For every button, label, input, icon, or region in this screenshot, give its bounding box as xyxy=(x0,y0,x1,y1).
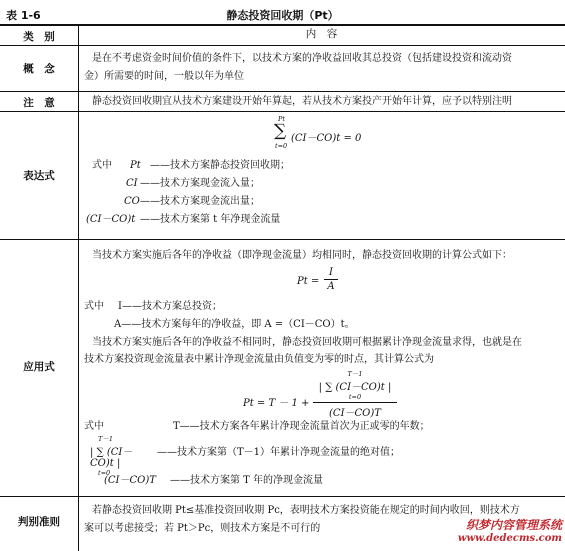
app-def-t: T——技术方案各年累计净现金流量首次为正或零的年数； xyxy=(173,421,430,432)
app-f1-fraction xyxy=(324,267,338,292)
app-f2-num-bottom: t=0 xyxy=(348,393,362,401)
app-f2-num-top: T－1 xyxy=(347,370,363,378)
application-label: 应用式 xyxy=(23,361,55,373)
expression-label: 表达式 xyxy=(23,170,55,182)
app-para2-line2: 技术方案投资现金流量表中累计净现金流量由负值变为零的时点，其计算公式为 xyxy=(84,354,434,365)
app-def-a: A——技术方案每年的净收益，即 A =（CI－CO）t。 xyxy=(114,319,355,330)
expr-def1-sym: Pt xyxy=(130,160,141,171)
expr-formula: (CI－CO)t = 0 xyxy=(291,133,362,144)
criteria-line1: 若静态投资回收期 Pt≤基准投资回收期 Pc，表明技术方案投资能在规定的时间内收回，则技术方 xyxy=(92,505,520,516)
app-f1-den: A xyxy=(327,281,335,292)
expr-def2: ——技术方案现金流入量； xyxy=(140,178,260,189)
expr-def2-sym: CI xyxy=(126,178,138,189)
watermark-line2: www.dedecms.com xyxy=(457,533,562,544)
app-f2-left: Pt = T － 1 + xyxy=(243,398,310,409)
app-f2-num-body: | ∑ (CI－CO)t | xyxy=(318,382,392,393)
app-def-sum-top: T－1 xyxy=(98,435,113,443)
expr-def1: ——技术方案静态投资回收期； xyxy=(150,160,290,171)
expr-def3-sym: CO xyxy=(124,196,140,207)
application-rule xyxy=(0,496,565,497)
app-para1: 当技术方案实施后各年的净收益（即净现金流量）均相同时，静态投资回收期的计算公式如下： xyxy=(92,250,512,261)
app-def-sum-bottom: t=0 xyxy=(98,469,111,477)
app-def-sum-text: ——技术方案第（T－1）年累计净现金流量的绝对值； xyxy=(157,447,401,458)
expr-sigma: ∑ xyxy=(274,121,287,141)
header-category: 类 别 xyxy=(23,31,55,43)
app-para2-line1: 当技术方案实施后各年的净收益不相同时，静态投资回收期可根据累计净现金流量求得，也就是在 xyxy=(92,337,522,348)
concept-line1: 是在不考虑资金时间价值的条件下，以技术方案的净收益回收其总投资（包括建设投资和流动资 xyxy=(92,53,512,64)
app-f1-num: I xyxy=(329,267,333,278)
table-title: 静态投资回收期（Pt） xyxy=(226,9,339,22)
app-f1-left: Pt = xyxy=(297,276,320,287)
app-where2: 式中 xyxy=(84,421,104,432)
app-def-sum-body: | ∑ (CI－CO)t | xyxy=(90,447,133,469)
app-def-i: I——技术方案总投资； xyxy=(118,301,222,312)
app-def-cit-sym: (CI－CO)T xyxy=(104,475,156,486)
note-rule xyxy=(0,111,565,112)
criteria-label: 判别准则 xyxy=(18,516,60,528)
note-text: 静态投资回收期宜从技术方案建设开始年算起，若从技术方案投产开始年计算，应予以特别注明 xyxy=(92,96,512,107)
note-label: 注 意 xyxy=(23,97,55,109)
header-content: 内 容 xyxy=(305,28,338,40)
expr-sum-bottom: t=0 xyxy=(275,142,288,150)
criteria-line2: 案可以考虑接受；若 Pt＞Pc，则技术方案是不可行的 xyxy=(84,523,321,534)
expr-where: 式中 xyxy=(92,160,112,171)
expr-def4-sym: (CI－CO)t xyxy=(86,214,136,225)
app-def-cit: ——技术方案第 T 年的净现金流量 xyxy=(170,475,324,486)
app-f2-fraction xyxy=(313,369,397,419)
app-f2-den: (CI－CO)T xyxy=(329,408,381,419)
concept-line2: 金）所需要的时间，一般以年为单位 xyxy=(84,71,244,82)
expr-sum-top: Pt xyxy=(278,115,285,123)
concept-rule xyxy=(0,91,565,92)
app-def-sum xyxy=(90,434,154,477)
watermark-line1: 织梦内容管理系统 xyxy=(465,518,562,532)
concept-label: 概 念 xyxy=(23,63,55,75)
app-where1: 式中 xyxy=(84,301,104,312)
expr-def3: ——技术方案现金流出量； xyxy=(140,196,260,207)
expr-def4: ——技术方案第 t 年净现金流量 xyxy=(140,214,281,225)
header-rule xyxy=(0,45,565,46)
column-divider xyxy=(78,25,79,551)
expression-rule xyxy=(0,239,565,240)
table-number: 表 1-6 xyxy=(6,9,41,22)
